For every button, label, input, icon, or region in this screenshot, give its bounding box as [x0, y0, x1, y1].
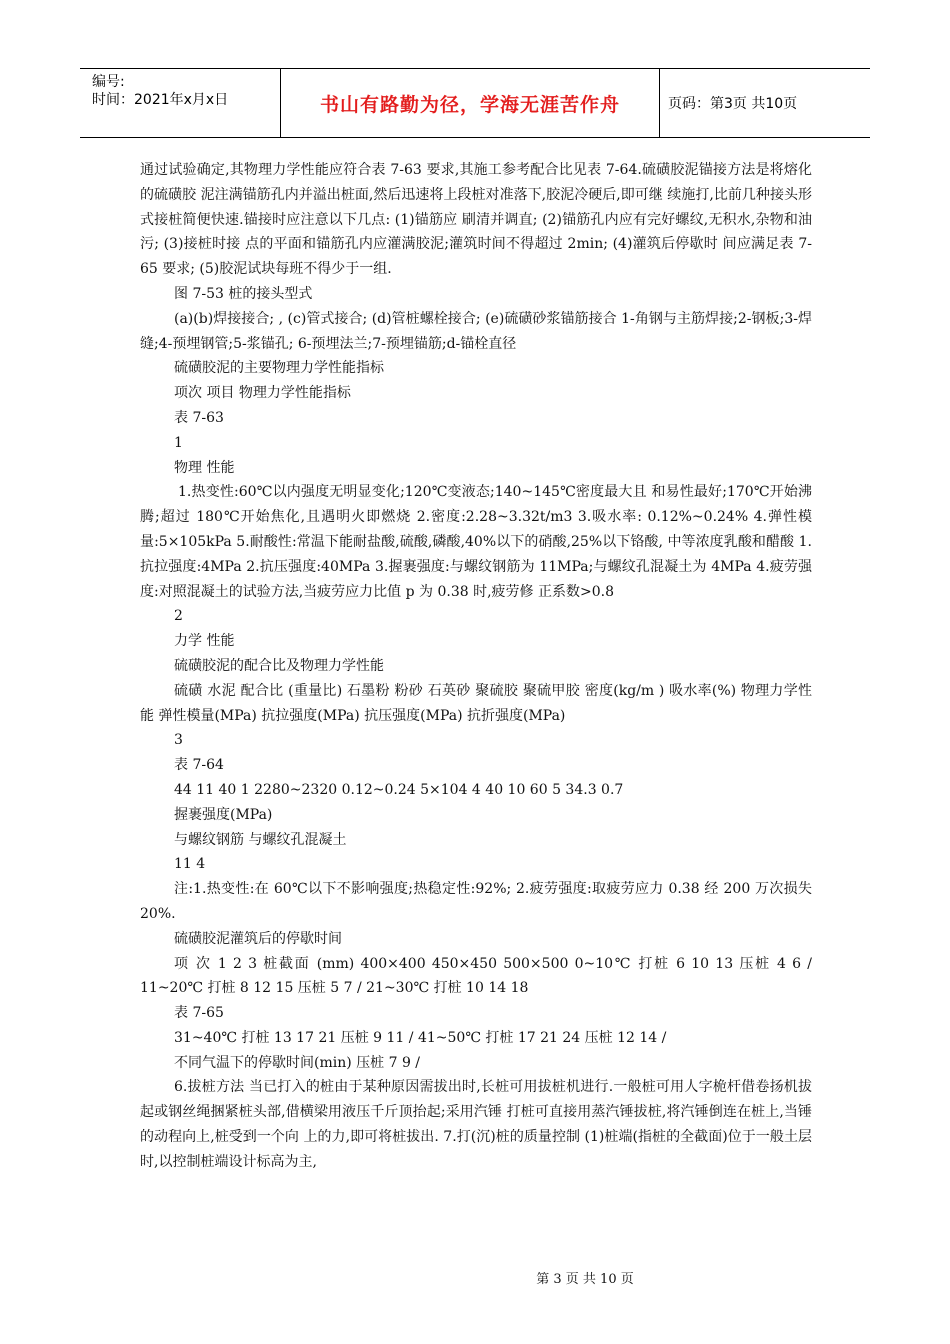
paragraph: 1.热变性:60℃以内强度无明显变化;120℃变液态;140~145℃密度最大且 和易性最好;170℃开始沸腾;超过 180℃开始焦化,且遇明火即燃烧 2.密度:2.28~3.32t/m3 3.吸水率: 0.12%~0.24% 4.弹性模量:5×105kPa 5.耐酸性:常温下能耐盐酸,硫酸,磷酸,40%以下的硝酸,25%以下铬酸, 中等浓度乳酸和醋酸 1.抗拉强度:4MPa 2.抗压强度:40MPa 3.握裹强度:与螺纹钢筋为 11MPa;与螺纹孔混凝土为 4MPa 4.疲劳强度:对照混凝土的试验方法,当疲劳应力比值 p 为 0.38 时,疲劳修 正系数>0.8	[140, 484, 812, 600]
page-header	[80, 68, 870, 138]
paragraph: 通过试验确定,其物理力学性能应符合表 7-63 要求,其施工参考配合比见表 7-64.硫磺胶泥锚接方法是将熔化的硫磺胶 泥注满锚筋孔内并溢出桩面,然后迅速将上段桩对准落下,胶泥冷硬后,即可继 续施打,比前几种接头形式接桩简便快速.锚接时应注意以下几点: (1)锚筋应 刷清并调直; (2)锚筋孔内应有完好螺纹,无积水,杂物和油污; (3)接桩时接 点的平面和锚筋孔内应灌满胶泥;灌筑时间不得超过 2min; (4)灌筑后停歇时 间应满足表 7-65 要求; (5)胶泥试块每班不得少于一组.	[140, 162, 812, 278]
table-label: 表 7-65	[174, 1005, 224, 1022]
table-cell: 与螺纹钢筋 与螺纹孔混凝土	[174, 831, 347, 848]
table-cell: 1	[174, 434, 183, 451]
header-motto: 书山有路勤为径，学海无涯苦作舟	[319, 93, 620, 116]
table-label: 表 7-63	[174, 409, 224, 426]
document-date: 时间：2021年x月x日	[92, 92, 229, 108]
document-body	[140, 158, 812, 1175]
table-row: 11 4	[174, 856, 206, 873]
table-cell: 物理 性能	[174, 459, 235, 476]
table-note: 注:1.热变性:在 60℃以下不影响强度;热稳定性:92%; 2.疲劳强度:取疲劳应力 0.38 经 200 万次损失 20%.	[140, 881, 812, 922]
table-title: 硫磺胶泥灌筑后的停歇时间	[174, 930, 342, 947]
table-row: 项 次 1 2 3 桩截面 (mm) 400×400 450×450 500×500 0~10℃ 打桩 6 10 13 压桩 4 6 / 11~20℃ 打桩 8 12 15 压桩 5 7 / 21~30℃ 打桩 10 14 18	[140, 955, 812, 997]
paragraph: (a)(b)焊接接合; , (c)管式接合; (d)管桩螺栓接合; (e)硫磺砂浆锚筋接合 1-角钢与主筋焊接;2-钢板;3-焊缝;4-预埋钢管;5-浆锚孔; 6-预埋法兰;7-预埋锚筋;d-锚栓直径	[140, 310, 812, 352]
page-footer: 第 3 页 共 10 页	[536, 1272, 634, 1287]
table-cell: 握裹强度(MPa)	[174, 806, 273, 823]
table-header: 项次 项目 物理力学性能指标	[174, 385, 351, 402]
table-header: 硫磺 水泥 配合比 (重量比) 石墨粉 粉砂 石英砂 聚硫胶 聚硫甲胶 密度(kg/m ) 吸水率(%) 物理力学性能 弹性模量(MPa) 抗拉强度(MPa) 抗压强度(MPa) 抗折强度(MPa)	[140, 682, 812, 724]
paragraph: 6.拔桩方法 当已打入的桩由于某种原因需拔出时,长桩可用拔桩机进行.一般桩可用人字桅杆借卷扬机拔起或钢丝绳捆紧桩头部,借横梁用液压千斤顶抬起;采用汽锤 打桩可直接用蒸汽锤拔桩,将汽锤倒连在桩上,当锤的动程向上,桩受到一个向 上的力,即可将桩拔出. 7.打(沉)桩的质量控制 (1)桩端(指桩的全截面)位于一般土层时,以控制桩端设计标高为主,	[140, 1079, 812, 1170]
table-row: 不同气温下的停歇时间(min) 压桩 7 9 /	[174, 1054, 421, 1071]
table-cell: 2	[174, 608, 183, 625]
table-label: 表 7-64	[174, 757, 224, 774]
table-title: 硫磺胶泥的配合比及物理力学性能	[174, 657, 384, 674]
header-page-number: 页码：第3页 共10页	[668, 96, 798, 112]
table-row: 44 11 40 1 2280~2320 0.12~0.24 5×104 4 40 10 60 5 34.3 0.7	[174, 781, 624, 798]
document-number-label: 编号:	[92, 74, 125, 90]
table-cell: 力学 性能	[174, 633, 235, 650]
table-title: 硫磺胶泥的主要物理力学性能指标	[174, 360, 384, 377]
table-row: 31~40℃ 打桩 13 17 21 压桩 9 11 / 41~50℃ 打桩 17 21 24 压桩 12 14 /	[174, 1029, 667, 1046]
header-motto-cell	[280, 69, 660, 137]
header-meta	[80, 69, 280, 137]
table-cell: 3	[174, 732, 183, 749]
figure-caption: 图 7-53 桩的接头型式	[174, 285, 313, 302]
